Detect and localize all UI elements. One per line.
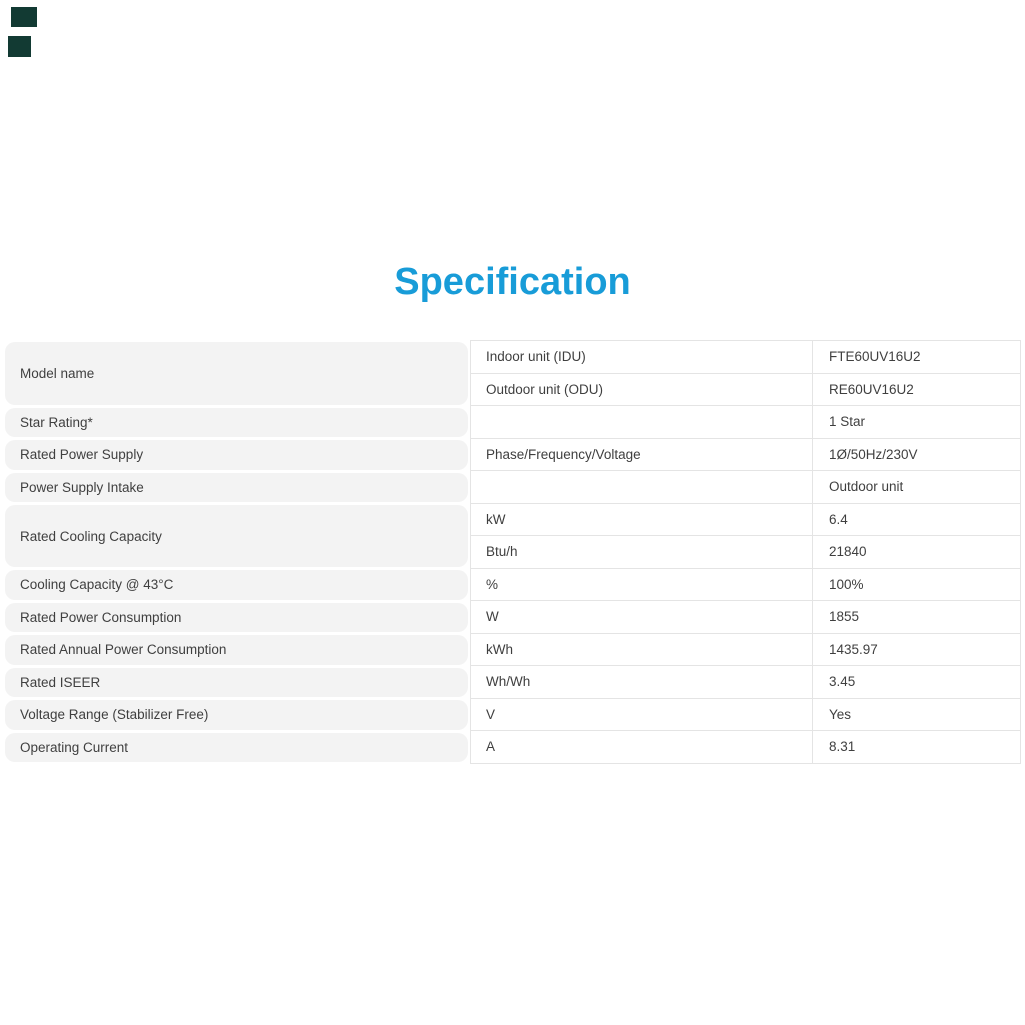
row-group-cells [470,699,1021,732]
table-row [471,374,1021,407]
value-cell: FTE60UV16U2 [812,341,1021,373]
unit-cell: Phase/Frequency/Voltage [486,446,641,462]
table-row-group [5,439,1021,472]
table-row [471,731,1021,764]
value-cell: 1 Star [812,406,1021,438]
unit-cell: A [486,739,496,755]
table-row [471,406,1021,439]
value-cell: 6.4 [812,504,1021,536]
spec-table [5,340,1021,764]
unit-cell: V [486,706,496,722]
table-row-group [5,569,1021,602]
table-row [471,569,1021,602]
row-group-cells [470,406,1021,439]
table-row-group [5,666,1021,699]
table-row [471,666,1021,699]
row-label: Operating Current [5,733,468,763]
row-group-cells [470,439,1021,472]
table-row [471,634,1021,667]
row-group-cells [470,666,1021,699]
row-group-cells [470,340,1021,406]
table-row-group [5,699,1021,732]
row-label: Rated ISEER [5,668,468,698]
unit-cell [471,471,812,503]
table-row [471,504,1021,537]
value-cell: RE60UV16U2 [812,374,1021,406]
unit-cell: kWh [486,641,513,657]
table-row [471,341,1021,374]
corner-mark-icon [8,36,31,57]
row-label: Power Supply Intake [5,473,468,503]
row-group-cells [470,471,1021,504]
table-row [471,536,1021,569]
row-group-cells [470,731,1021,764]
value-cell: 3.45 [812,666,1021,698]
row-group-cells [470,569,1021,602]
value-cell: 1855 [812,601,1021,633]
table-row [471,699,1021,732]
table-row-group [5,634,1021,667]
table-row [471,471,1021,504]
value-cell: Yes [812,699,1021,731]
unit-cell: % [486,576,499,592]
row-label: Cooling Capacity @ 43°C [5,570,468,600]
value-cell: Outdoor unit [812,471,1021,503]
unit-cell: Outdoor unit (ODU) [486,381,604,397]
corner-mark-icon [11,7,37,27]
unit-cell: Wh/Wh [486,674,531,690]
value-cell: 8.31 [812,731,1021,763]
value-cell: 21840 [812,536,1021,568]
row-label: Star Rating* [5,408,468,438]
row-label: Rated Cooling Capacity [5,505,468,567]
table-row-group [5,601,1021,634]
value-cell: 1435.97 [812,634,1021,666]
row-group-cells [470,601,1021,634]
row-label: Model name [5,342,468,405]
table-row [471,439,1021,472]
table-row-group [5,406,1021,439]
page-title: Specification [394,261,631,303]
unit-cell: Btu/h [486,544,518,560]
table-row-group [5,504,1021,569]
row-label: Rated Power Supply [5,440,468,470]
row-label: Rated Power Consumption [5,603,468,633]
table-row-group [5,471,1021,504]
row-label: Voltage Range (Stabilizer Free) [5,700,468,730]
value-cell: 1Ø/50Hz/230V [812,439,1021,471]
value-cell: 100% [812,569,1021,601]
table-row-group [5,731,1021,764]
row-group-cells [470,634,1021,667]
unit-cell [471,406,812,438]
table-row [471,601,1021,634]
unit-cell: W [486,609,499,625]
row-group-cells [470,504,1021,569]
table-row-group [5,340,1021,406]
unit-cell: Indoor unit (IDU) [486,349,586,365]
row-label: Rated Annual Power Consumption [5,635,468,665]
unit-cell: kW [486,511,506,527]
